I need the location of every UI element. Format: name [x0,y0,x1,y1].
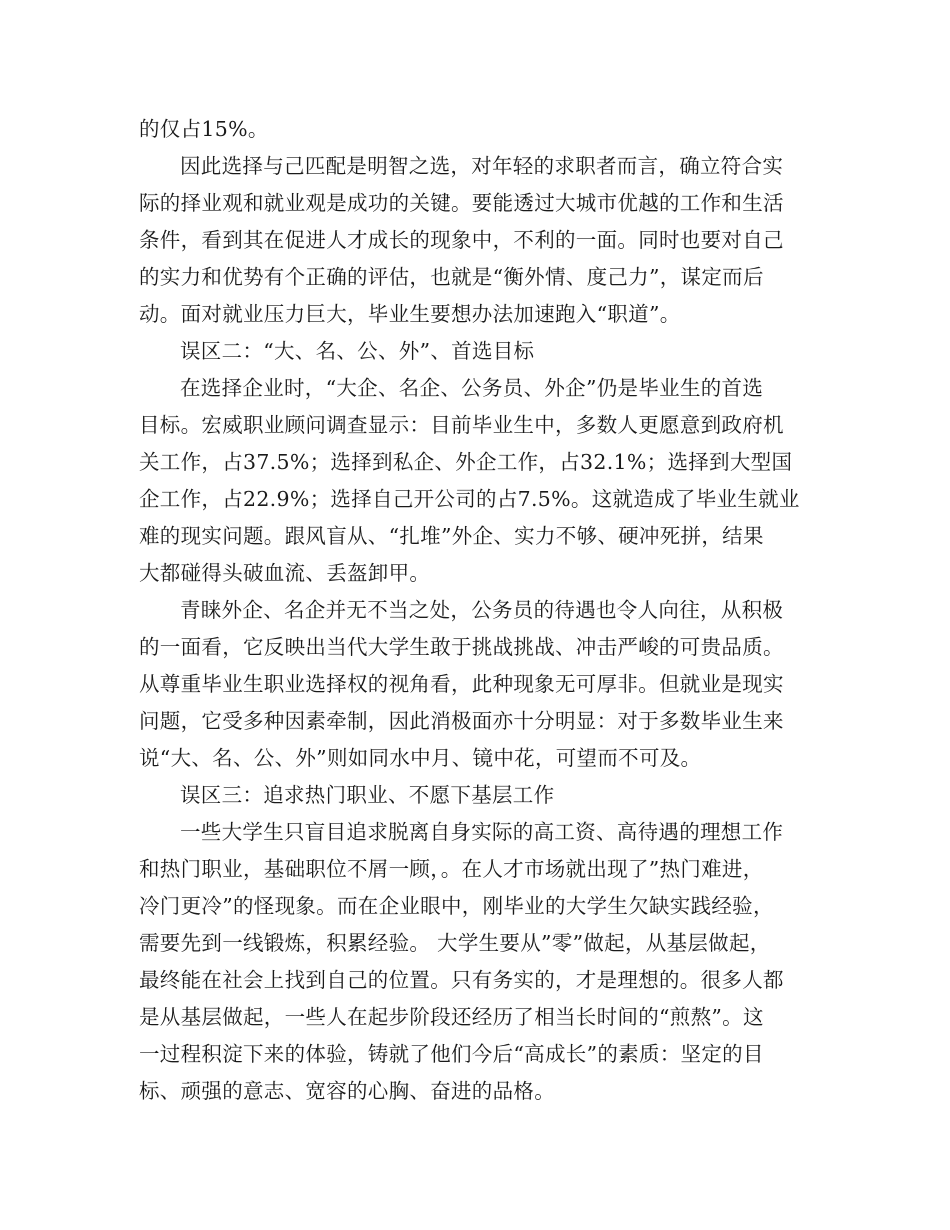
text-line: 目标。宏威职业顾问调查显示：目前毕业生中，多数人更愿意到政府机 [139,413,784,437]
paragraph-first-line: 在选择企业时，“大企、名企、公务员、外企”仍是毕业生的首选 [180,376,764,400]
text-line: 和热门职业，基础职位不屑一顾，。在人才市场就出现了”热门难进， [139,857,764,881]
text-line: 问题，它受多种因素牵制，因此消极面亦十分明显：对于多数毕业生来 [139,709,784,733]
paragraph-first-line: 青睐外企、名企并无不当之处，公务员的待遇也令人向往，从积极 [180,598,784,622]
text-line: 标、顽强的意志、宽容的心胸、奋进的品格。 [139,1079,555,1103]
text-line: 的实力和优势有个正确的评估，也就是“衡外情、度己力”，谋定而后 [139,265,764,289]
section-heading: 误区三：追求热门职业、不愿下基层工作 [180,783,555,807]
text-line: 的一面看，它反映出当代大学生敢于挑战挑战、冲击严峻的可贵品质。 [139,635,784,659]
text-line: 动。面对就业压力巨大，毕业生要想办法加速跑入“职道”。 [139,302,681,326]
text-line: 的仅占15%。 [139,117,269,141]
text-line: 大都碰得头破血流、丢盔卸甲。 [139,561,431,585]
paragraph-first-line: 因此选择与己匹配是明智之选，对年轻的求职者而言，确立符合实 [180,154,784,178]
text-line: 关工作，占37.5%；选择到私企、外企工作，占32.1%；选择到大型国 [139,450,793,474]
text-line: 是从基层做起，一些人在起步阶段还经历了相当长时间的“煎熬”。这 [139,1005,764,1029]
text-line: 冷门更冷”的怪现象。而在企业眼中，刚毕业的大学生欠缺实践经验， [139,894,774,918]
text-line: 最终能在社会上找到自己的位置。只有务实的，才是理想的。很多人都 [139,968,784,992]
text-line: 一过程积淀下来的体验，铸就了他们今后“高成长”的素质：坚定的目 [139,1042,764,1066]
text-line: 难的现实问题。跟风盲从、“扎堆”外企、实力不够、硬冲死拼，结果 [139,524,764,548]
section-heading: 误区二：“大、名、公、外”、首选目标 [180,339,535,363]
text-line: 从尊重毕业生职业选择权的视角看，此种现象无可厚非。但就业是现实 [139,672,784,696]
paragraph-first-line: 一些大学生只盲目追求脱离自身实际的高工资、高待遇的理想工作 [180,820,784,844]
text-line: 企工作，占22.9%；选择自己开公司的占7.5%。这就造成了毕业生就业 [139,487,800,511]
text-line: 际的择业观和就业观是成功的关键。要能透过大城市优越的工作和生活 [139,191,784,215]
text-line: 需要先到一线锻炼，积累经验。 大学生要从”零”做起，从基层做起， [139,931,771,955]
text-line: 说“大、名、公、外”则如同水中月、镜中花，可望而不可及。 [139,746,702,770]
text-line: 条件，看到其在促进人才成长的现象中，不利的一面。同时也要对自己 [139,228,784,252]
